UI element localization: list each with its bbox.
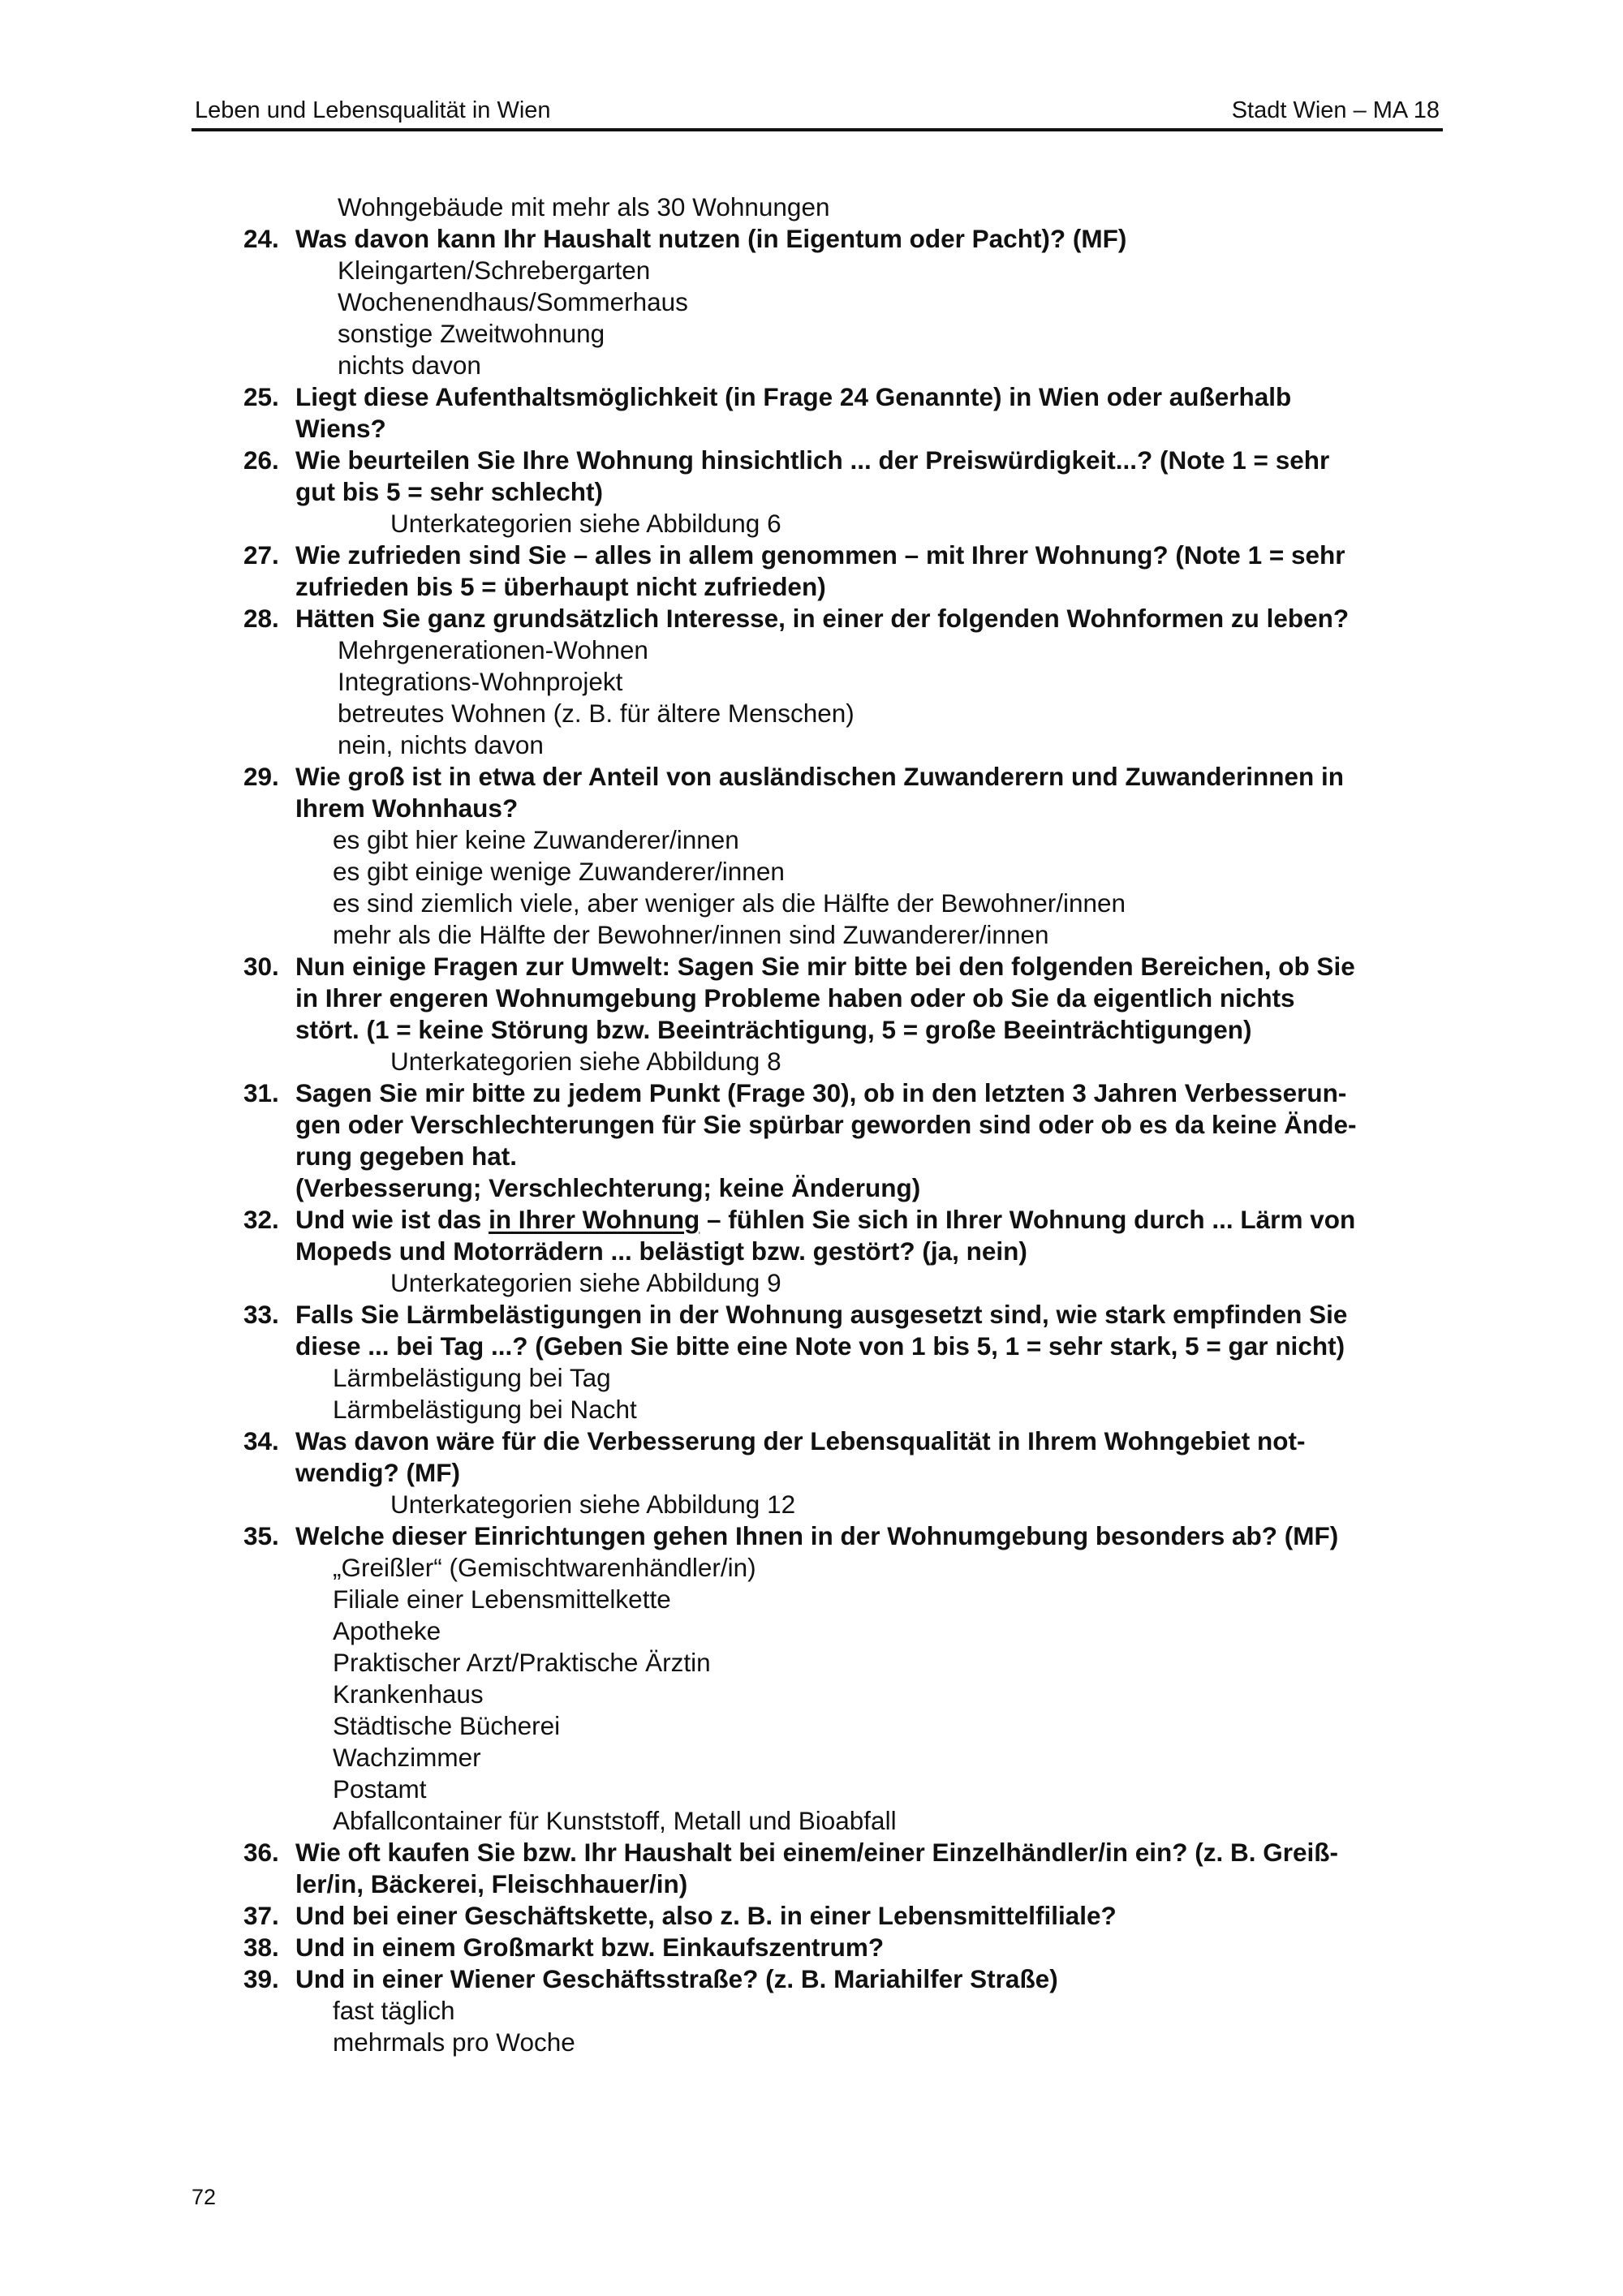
line-text: Wie oft kaufen Sie bzw. Ihr Haushalt bei einem/einer Einzelhändler/in ein? (z. B. Greiß-	[295, 1838, 1339, 1867]
line-text: Wie beurteilen Sie Ihre Wohnung hinsichtlich ... der Preiswürdigkeit...? (Note 1 = sehr	[295, 445, 1330, 475]
question-28	[243, 603, 1444, 634]
question-continuation	[243, 1172, 1444, 1204]
page-header	[192, 97, 1443, 131]
line-text: Und in einem Großmarkt bzw. Einkaufszentrum?	[295, 1933, 885, 1962]
line-text: Was davon wäre für die Verbesserung der Lebensqualität in Ihrem Wohngebiet not-	[295, 1426, 1306, 1455]
line-text: sonstige Zweitwohnung	[338, 319, 605, 348]
question-24	[243, 223, 1444, 255]
line-text: Wohngebäude mit mehr als 30 Wohnungen	[338, 192, 830, 221]
question-number: 27.	[243, 540, 279, 570]
question-29	[243, 761, 1444, 793]
line-text: Wie groß ist in etwa der Anteil von ausländischen Zuwanderern und Zuwanderinnen in	[295, 762, 1344, 791]
question-number: 32.	[243, 1205, 279, 1234]
answer-option	[243, 824, 1444, 856]
answer-option	[243, 1679, 1444, 1710]
answer-option	[243, 1805, 1444, 1837]
line-text: Unterkategorien siehe Abbildung 9	[390, 1268, 781, 1297]
line-text: Praktischer Arzt/Praktische Ärztin	[333, 1648, 711, 1677]
line-text: nichts davon	[338, 350, 481, 380]
question-continuation	[243, 1868, 1444, 1900]
line-text: Lärmbelästigung bei Tag	[333, 1363, 611, 1392]
question-25	[243, 381, 1444, 413]
question-number: 28.	[243, 604, 279, 633]
question-number: 25.	[243, 382, 279, 411]
answer-option	[243, 1394, 1444, 1425]
line-text: Mopeds und Motorrädern ... belästigt bzw. gestört? (ja, nein)	[295, 1236, 1027, 1266]
line-text: Hätten Sie ganz grundsätzlich Interesse, in einer der folgenden Wohnformen zu leben?	[295, 604, 1350, 633]
line-text: mehr als die Hälfte der Bewohner/innen sind Zuwanderer/innen	[333, 920, 1049, 949]
answer-option	[243, 729, 1444, 761]
question-continuation	[243, 982, 1444, 1014]
line-text: Krankenhaus	[333, 1679, 484, 1709]
line-text: es sind ziemlich viele, aber weniger als die Hälfte der Bewohner/innen	[333, 888, 1126, 918]
answer-option	[243, 1584, 1444, 1615]
answer-option	[243, 634, 1444, 666]
line-text: diese ... bei Tag ...? (Geben Sie bitte eine Note von 1 bis 5, 1 = sehr stark, 5 = gar nicht)	[295, 1331, 1345, 1361]
line-text: es gibt hier keine Zuwanderer/innen	[333, 825, 739, 854]
line-text: Integrations-Wohnprojekt	[338, 667, 623, 696]
line-text: Was davon kann Ihr Haushalt nutzen (in Eigentum oder Pacht)? (MF)	[295, 224, 1127, 253]
line-text: Unterkategorien siehe Abbildung 6	[390, 509, 781, 538]
line-text: Wie zufrieden sind Sie – alles in allem genommen – mit Ihrer Wohnung? (Note 1 = sehr	[295, 540, 1345, 570]
question-number: 34.	[243, 1426, 279, 1455]
line-text: es gibt einige wenige Zuwanderer/innen	[333, 857, 785, 886]
line-text: „Greißler“ (Gemischtwarenhändler/in)	[333, 1553, 756, 1582]
line-text: wendig? (MF)	[295, 1458, 460, 1487]
answer-option	[243, 698, 1444, 729]
subcategory-reference	[243, 508, 1444, 540]
questionnaire-body	[243, 191, 1444, 2058]
line-text: fast täglich	[333, 1996, 455, 2025]
line-text: mehrmals pro Woche	[333, 2027, 575, 2057]
question-continuation	[243, 793, 1444, 824]
line-text: Filiale einer Lebensmittelkette	[333, 1584, 671, 1614]
question-number: 30.	[243, 952, 279, 981]
question-number: 29.	[243, 762, 279, 791]
line-text: gut bis 5 = sehr schlecht)	[295, 477, 603, 506]
question-35	[243, 1520, 1444, 1552]
question-32	[243, 1204, 1444, 1236]
question-34	[243, 1425, 1444, 1457]
question-continuation	[243, 1109, 1444, 1141]
line-text: Apotheke	[333, 1616, 441, 1645]
line-text: zufrieden bis 5 = überhaupt nicht zufrieden)	[295, 572, 826, 601]
underlined-emphasis: in Ihrer Wohnung	[489, 1205, 700, 1234]
page-number: 72	[192, 2185, 217, 2209]
question-continuation	[243, 476, 1444, 508]
line-text: Kleingarten/Schrebergarten	[338, 256, 651, 285]
question-number: 31.	[243, 1078, 279, 1107]
answer-option	[243, 2027, 1444, 2058]
question-continuation	[243, 1014, 1444, 1046]
line-text: Postamt	[333, 1774, 427, 1804]
answer-option	[243, 1742, 1444, 1774]
line-text: Sagen Sie mir bitte zu jedem Punkt (Frage 30), ob in den letzten 3 Jahren Verbesserun-	[295, 1078, 1347, 1107]
question-33	[243, 1299, 1444, 1331]
line-text: Wachzimmer	[333, 1743, 481, 1772]
line-text: Welche dieser Einrichtungen gehen Ihnen in der Wohnumgebung besonders ab? (MF)	[295, 1521, 1339, 1550]
question-continuation	[243, 1141, 1444, 1172]
question-continuation	[243, 571, 1444, 603]
line-text: Unterkategorien siehe Abbildung 12	[390, 1490, 796, 1519]
question-number: 33.	[243, 1300, 279, 1329]
answer-option	[243, 318, 1444, 350]
question-number: 36.	[243, 1838, 279, 1867]
line-text: gen oder Verschlechterungen für Sie spürbar geworden sind oder ob es da keine Ände-	[295, 1110, 1357, 1139]
answer-option	[243, 919, 1444, 951]
answer-option	[243, 1362, 1444, 1394]
line-text: Nun einige Fragen zur Umwelt: Sagen Sie mir bitte bei den folgenden Bereichen, ob Sie	[295, 952, 1355, 981]
answer-option	[243, 286, 1444, 318]
question-31	[243, 1077, 1444, 1109]
line-text: Lärmbelästigung bei Nacht	[333, 1395, 637, 1424]
question-26	[243, 445, 1444, 476]
subcategory-reference	[243, 1489, 1444, 1520]
question-30	[243, 951, 1444, 982]
line-text: Städtische Bücherei	[333, 1711, 561, 1740]
answer-option	[243, 1774, 1444, 1805]
line-text: ler/in, Bäckerei, Fleischhauer/in)	[295, 1869, 688, 1898]
line-text: Wochenendhaus/Sommerhaus	[338, 287, 688, 316]
line-text: – fühlen Sie sich in Ihrer Wohnung durch ... Lärm von	[700, 1205, 1356, 1234]
line-text: Ihrem Wohnhaus?	[295, 793, 519, 823]
question-36	[243, 1837, 1444, 1868]
answer-option	[243, 191, 1444, 223]
header-title: Leben und Lebensqualität in Wien	[195, 97, 551, 123]
line-text: in Ihrer engeren Wohnumgebung Probleme haben oder ob Sie da eigentlich nichts	[295, 983, 1295, 1013]
question-number: 39.	[243, 1964, 279, 1993]
question-continuation	[243, 1331, 1444, 1362]
answer-option	[243, 350, 1444, 381]
question-text-prefix: Und wie ist das	[295, 1205, 489, 1234]
line-text: stört. (1 = keine Störung bzw. Beeinträchtigung, 5 = große Beeinträchtigungen)	[295, 1015, 1252, 1044]
answer-option	[243, 856, 1444, 888]
question-27	[243, 540, 1444, 571]
line-text: Und in einer Wiener Geschäftsstraße? (z. B. Mariahilfer Straße)	[295, 1964, 1058, 1993]
question-continuation	[243, 1457, 1444, 1489]
question-number: 35.	[243, 1521, 279, 1550]
line-text: Abfallcontainer für Kunststoff, Metall und Bioabfall	[333, 1806, 897, 1835]
line-text: Unterkategorien siehe Abbildung 8	[390, 1047, 781, 1076]
line-text: Falls Sie Lärmbelästigungen in der Wohnung ausgesetzt sind, wie stark empfinden Sie	[295, 1300, 1348, 1329]
line-text: Liegt diese Aufenthaltsmöglichkeit (in Frage 24 Genannte) in Wien oder außerhalb	[295, 382, 1292, 411]
line-text: Mehrgenerationen-Wohnen	[338, 635, 648, 664]
answer-option	[243, 1647, 1444, 1679]
answer-option	[243, 888, 1444, 919]
answer-option	[243, 666, 1444, 698]
question-39	[243, 1963, 1444, 1995]
answer-option	[243, 1995, 1444, 2027]
question-continuation	[243, 1236, 1444, 1267]
question-38	[243, 1932, 1444, 1963]
line-text: Und bei einer Geschäftskette, also z. B. in einer Lebensmittelfiliale?	[295, 1901, 1117, 1930]
line-text: nein, nichts davon	[338, 730, 544, 759]
question-number: 38.	[243, 1933, 279, 1962]
line-text: (Verbesserung; Verschlechterung; keine Änderung)	[295, 1173, 921, 1202]
subcategory-reference	[243, 1267, 1444, 1299]
answer-option	[243, 1615, 1444, 1647]
question-number: 24.	[243, 224, 279, 253]
question-37	[243, 1900, 1444, 1932]
subcategory-reference	[243, 1046, 1444, 1077]
line-text: betreutes Wohnen (z. B. für ältere Menschen)	[338, 699, 855, 728]
question-number: 37.	[243, 1901, 279, 1930]
line-text: rung gegeben hat.	[295, 1142, 518, 1171]
header-publisher: Stadt Wien – MA 18	[1231, 97, 1440, 123]
question-continuation	[243, 413, 1444, 445]
answer-option	[243, 255, 1444, 286]
line-text: Wiens?	[295, 414, 386, 443]
question-number: 26.	[243, 445, 279, 475]
answer-option	[243, 1710, 1444, 1742]
answer-option	[243, 1552, 1444, 1584]
